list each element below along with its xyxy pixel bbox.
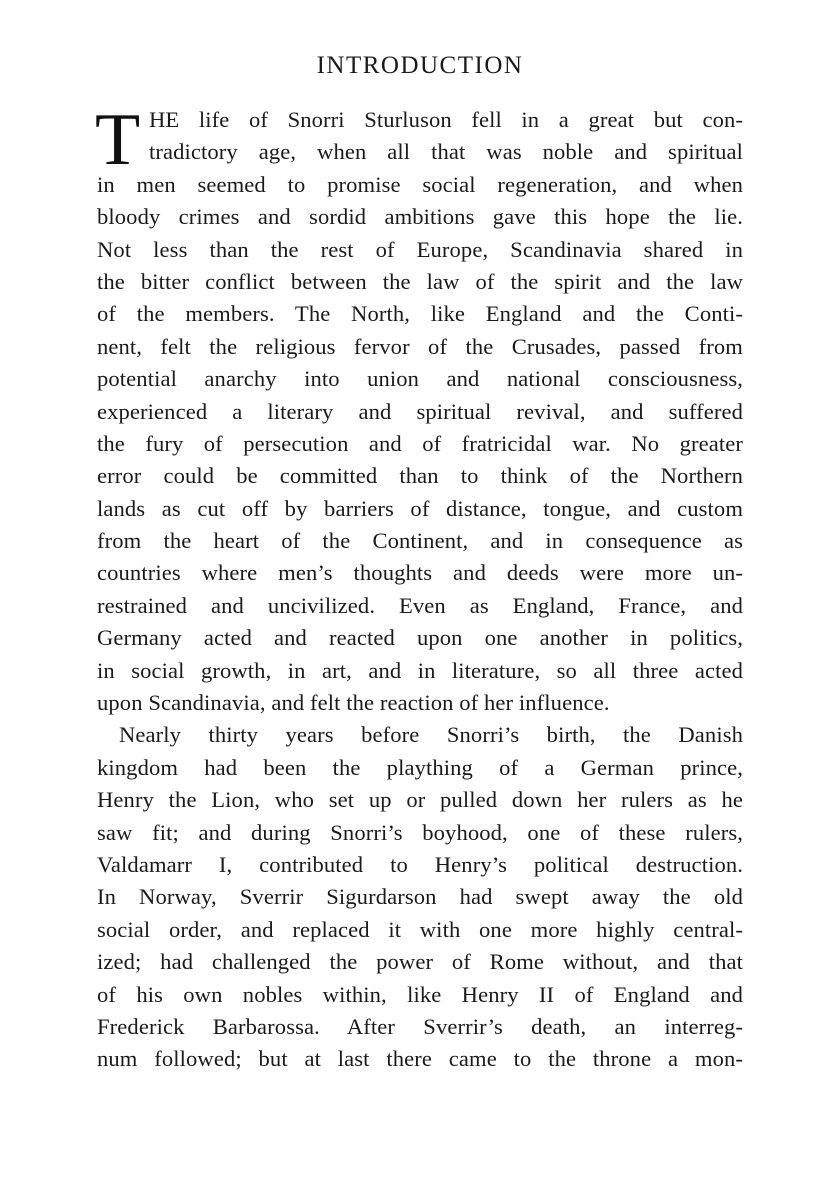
- text-line: Not less than the rest of Europe, Scandinavia shared in: [97, 236, 743, 262]
- text-line: the bitter conflict between the law of the spirit and the law: [97, 268, 743, 294]
- drop-cap: T: [95, 99, 141, 181]
- text-line: restrained and uncivilized. Even as England, France, and: [97, 592, 743, 618]
- page-title: INTRODUCTION: [316, 52, 524, 79]
- paragraph-2: [97, 719, 743, 1075]
- text-line: the fury of persecution and of fratricidal war. No greater: [97, 430, 743, 456]
- text-line: nent, felt the religious fervor of the Crusades, passed from: [97, 333, 743, 359]
- text-line: countries where men’s thoughts and deeds were more un-: [97, 560, 743, 586]
- body-text: [95, 99, 743, 1076]
- paragraph-1: [95, 99, 743, 719]
- text-line: of the members. The North, like England and the Conti-: [97, 301, 743, 327]
- text-line: Valdamarr I, contributed to Henry’s political destruction.: [97, 851, 743, 877]
- text-line: potential anarchy into union and national consciousness,: [97, 366, 743, 392]
- text-line: of his own nobles within, like Henry II of England and: [97, 981, 743, 1007]
- text-line: Henry the Lion, who set up or pulled down her rulers as he: [97, 787, 743, 813]
- text-line: kingdom had been the plaything of a German prince,: [97, 754, 743, 780]
- text-line: ized; had challenged the power of Rome without, and that: [97, 949, 743, 975]
- text-line: experienced a literary and spiritual revival, and suffered: [97, 398, 743, 424]
- text-line: Germany acted and reacted upon one another in politics,: [97, 625, 743, 651]
- text-line: In Norway, Sverrir Sigurdarson had swept away the old: [97, 884, 743, 910]
- text-line: in men seemed to promise social regeneration, and when: [97, 171, 743, 197]
- text-line: from the heart of the Continent, and in consequence as: [97, 528, 743, 554]
- text-line: Frederick Barbarossa. After Sverrir’s death, an interreg-: [97, 1013, 743, 1039]
- text-line: bloody crimes and sordid ambitions gave this hope the lie.: [97, 204, 743, 230]
- text-line: saw fit; and during Snorri’s boyhood, one of these rulers,: [97, 819, 743, 845]
- text-line: in social growth, in art, and in literature, so all three acted: [97, 657, 743, 683]
- text-line: social order, and replaced it with one more highly central-: [97, 916, 743, 942]
- text-line: Nearly thirty years before Snorri’s birth, the Danish: [119, 722, 743, 748]
- text-line: num followed; but at last there came to the throne a mon-: [97, 1046, 743, 1072]
- text-line: upon Scandinavia, and felt the reaction of her influence.: [97, 690, 610, 716]
- text-line: HE life of Snorri Sturluson fell in a great but con-: [149, 107, 743, 132]
- text-line: lands as cut off by barriers of distance, tongue, and custom: [97, 495, 743, 521]
- text-line: error could be committed than to think of the Northern: [97, 463, 743, 489]
- text-line: tradictory age, when all that was noble and spiritual: [149, 139, 743, 165]
